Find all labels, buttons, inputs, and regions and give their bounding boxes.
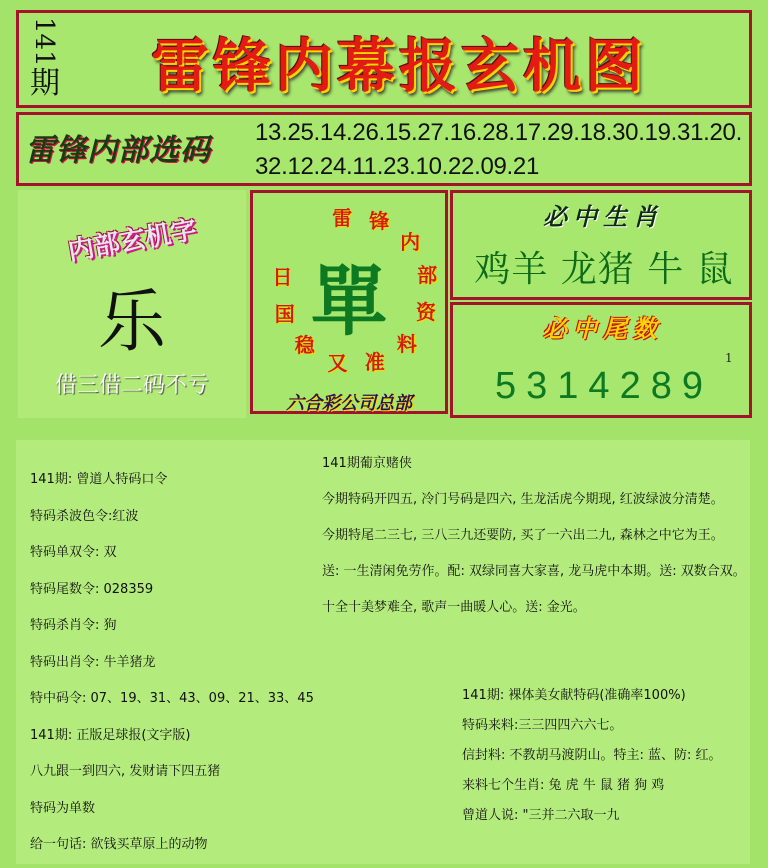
issue-number: 141	[29, 17, 59, 67]
left-column-line: 特码杀肖令: 狗	[30, 618, 117, 633]
left-column-line: 特码出肖令: 牛羊猪龙	[30, 654, 156, 670]
hint-word-char: 乐	[97, 283, 166, 362]
left-column-line: 特码尾数令: 028359	[30, 581, 154, 597]
left-column-line: 141期: 正版足球报(文字版)	[30, 727, 191, 743]
content-board	[16, 440, 750, 864]
right-top-line: 十全十美梦难全, 歌声一曲暖人心。送: 金光。	[322, 600, 586, 615]
left-column-line: 特码为单数	[30, 800, 96, 816]
tail-title: 必中尾数	[543, 314, 663, 343]
right-top-line: 送: 一生清闲免劳作。配: 双绿同喜大家喜, 龙马虎中本期。送: 双数合双。	[322, 564, 746, 579]
issue-label	[25, 17, 65, 99]
hint-word-panel	[18, 190, 246, 418]
right-bottom-line: 特码来料:三三四四六六七。	[462, 718, 623, 733]
left-column-line: 八九跟一到四六, 发财请下四五猪	[30, 764, 221, 779]
right-top-line: 今期特尾二三七, 三八三九还要防, 买了一六出二九, 森林之中它为王。	[322, 528, 724, 543]
zodiac-title: 必中生肖	[543, 202, 663, 231]
hint-word-tagline: 借三借二码不亏	[54, 373, 209, 398]
company-label: 六合彩公司总部	[286, 393, 412, 414]
left-column-line: 特中码令: 07、19、31、43、09、21、33、45	[30, 691, 314, 706]
code-line-2: 32.12.24.11.23.10.22.09.21	[255, 153, 540, 180]
left-column-line: 特码杀波色令:红波	[30, 508, 139, 524]
left-column-line: 给一句话: 欲钱买草原上的动物	[30, 837, 208, 852]
right-bottom-line: 141期: 裸体美女献特码(准确率100%)	[462, 688, 686, 703]
page-title: 雷锋内幕报玄机图	[150, 32, 647, 100]
circle-char: 锋	[369, 209, 390, 234]
hint-word-title: 内部玄机字	[65, 214, 200, 268]
right-top-title: 141期葡京赌侠	[322, 456, 412, 471]
circle-char: 又	[327, 350, 348, 375]
zodiac-animals: 鸡羊 龙猪 牛 鼠	[474, 249, 734, 290]
circle-char: 资	[416, 299, 436, 324]
tail-number-panel	[450, 302, 752, 418]
single-double-panel	[250, 190, 448, 414]
left-column-line: 141期: 曾道人特码口令	[30, 472, 168, 487]
circle-char: 雷	[332, 206, 353, 231]
zodiac-panel	[450, 190, 752, 300]
code-line-1: 13.25.14.26.15.27.16.28.17.29.18.30.19.31.20.	[255, 119, 742, 146]
circle-char: 稳	[294, 333, 315, 358]
right-bottom-line: 来料七个生肖: 兔 虎 牛 鼠 猪 狗 鸡	[462, 778, 665, 793]
circle-char: 料	[396, 331, 417, 356]
circle-char: 部	[417, 262, 438, 287]
tail-mark: 1	[725, 351, 733, 365]
single-double-char: 單	[311, 257, 387, 346]
circle-char: 内	[400, 229, 421, 254]
tail-numbers: 5314289	[495, 365, 713, 407]
code-strip	[16, 112, 752, 186]
issue-suffix: 期	[30, 65, 60, 101]
right-bottom-line: 信封料: 不教胡马渡阴山。特主: 蓝、防: 红。	[462, 748, 722, 763]
left-column-line: 特码单双令: 双	[30, 545, 117, 560]
circle-char: 国	[274, 302, 295, 327]
right-top-line: 今期特码开四五, 冷门号码是四六, 生龙活虎今期现, 红波绿波分清楚。	[322, 492, 724, 507]
circle-char: 日	[272, 264, 293, 289]
codes-label: 雷锋内部选码	[25, 133, 211, 168]
circle-char: 准	[364, 350, 385, 375]
right-bottom-line: 曾道人说: "三并二六取一九	[462, 808, 620, 823]
header-banner	[16, 10, 752, 108]
